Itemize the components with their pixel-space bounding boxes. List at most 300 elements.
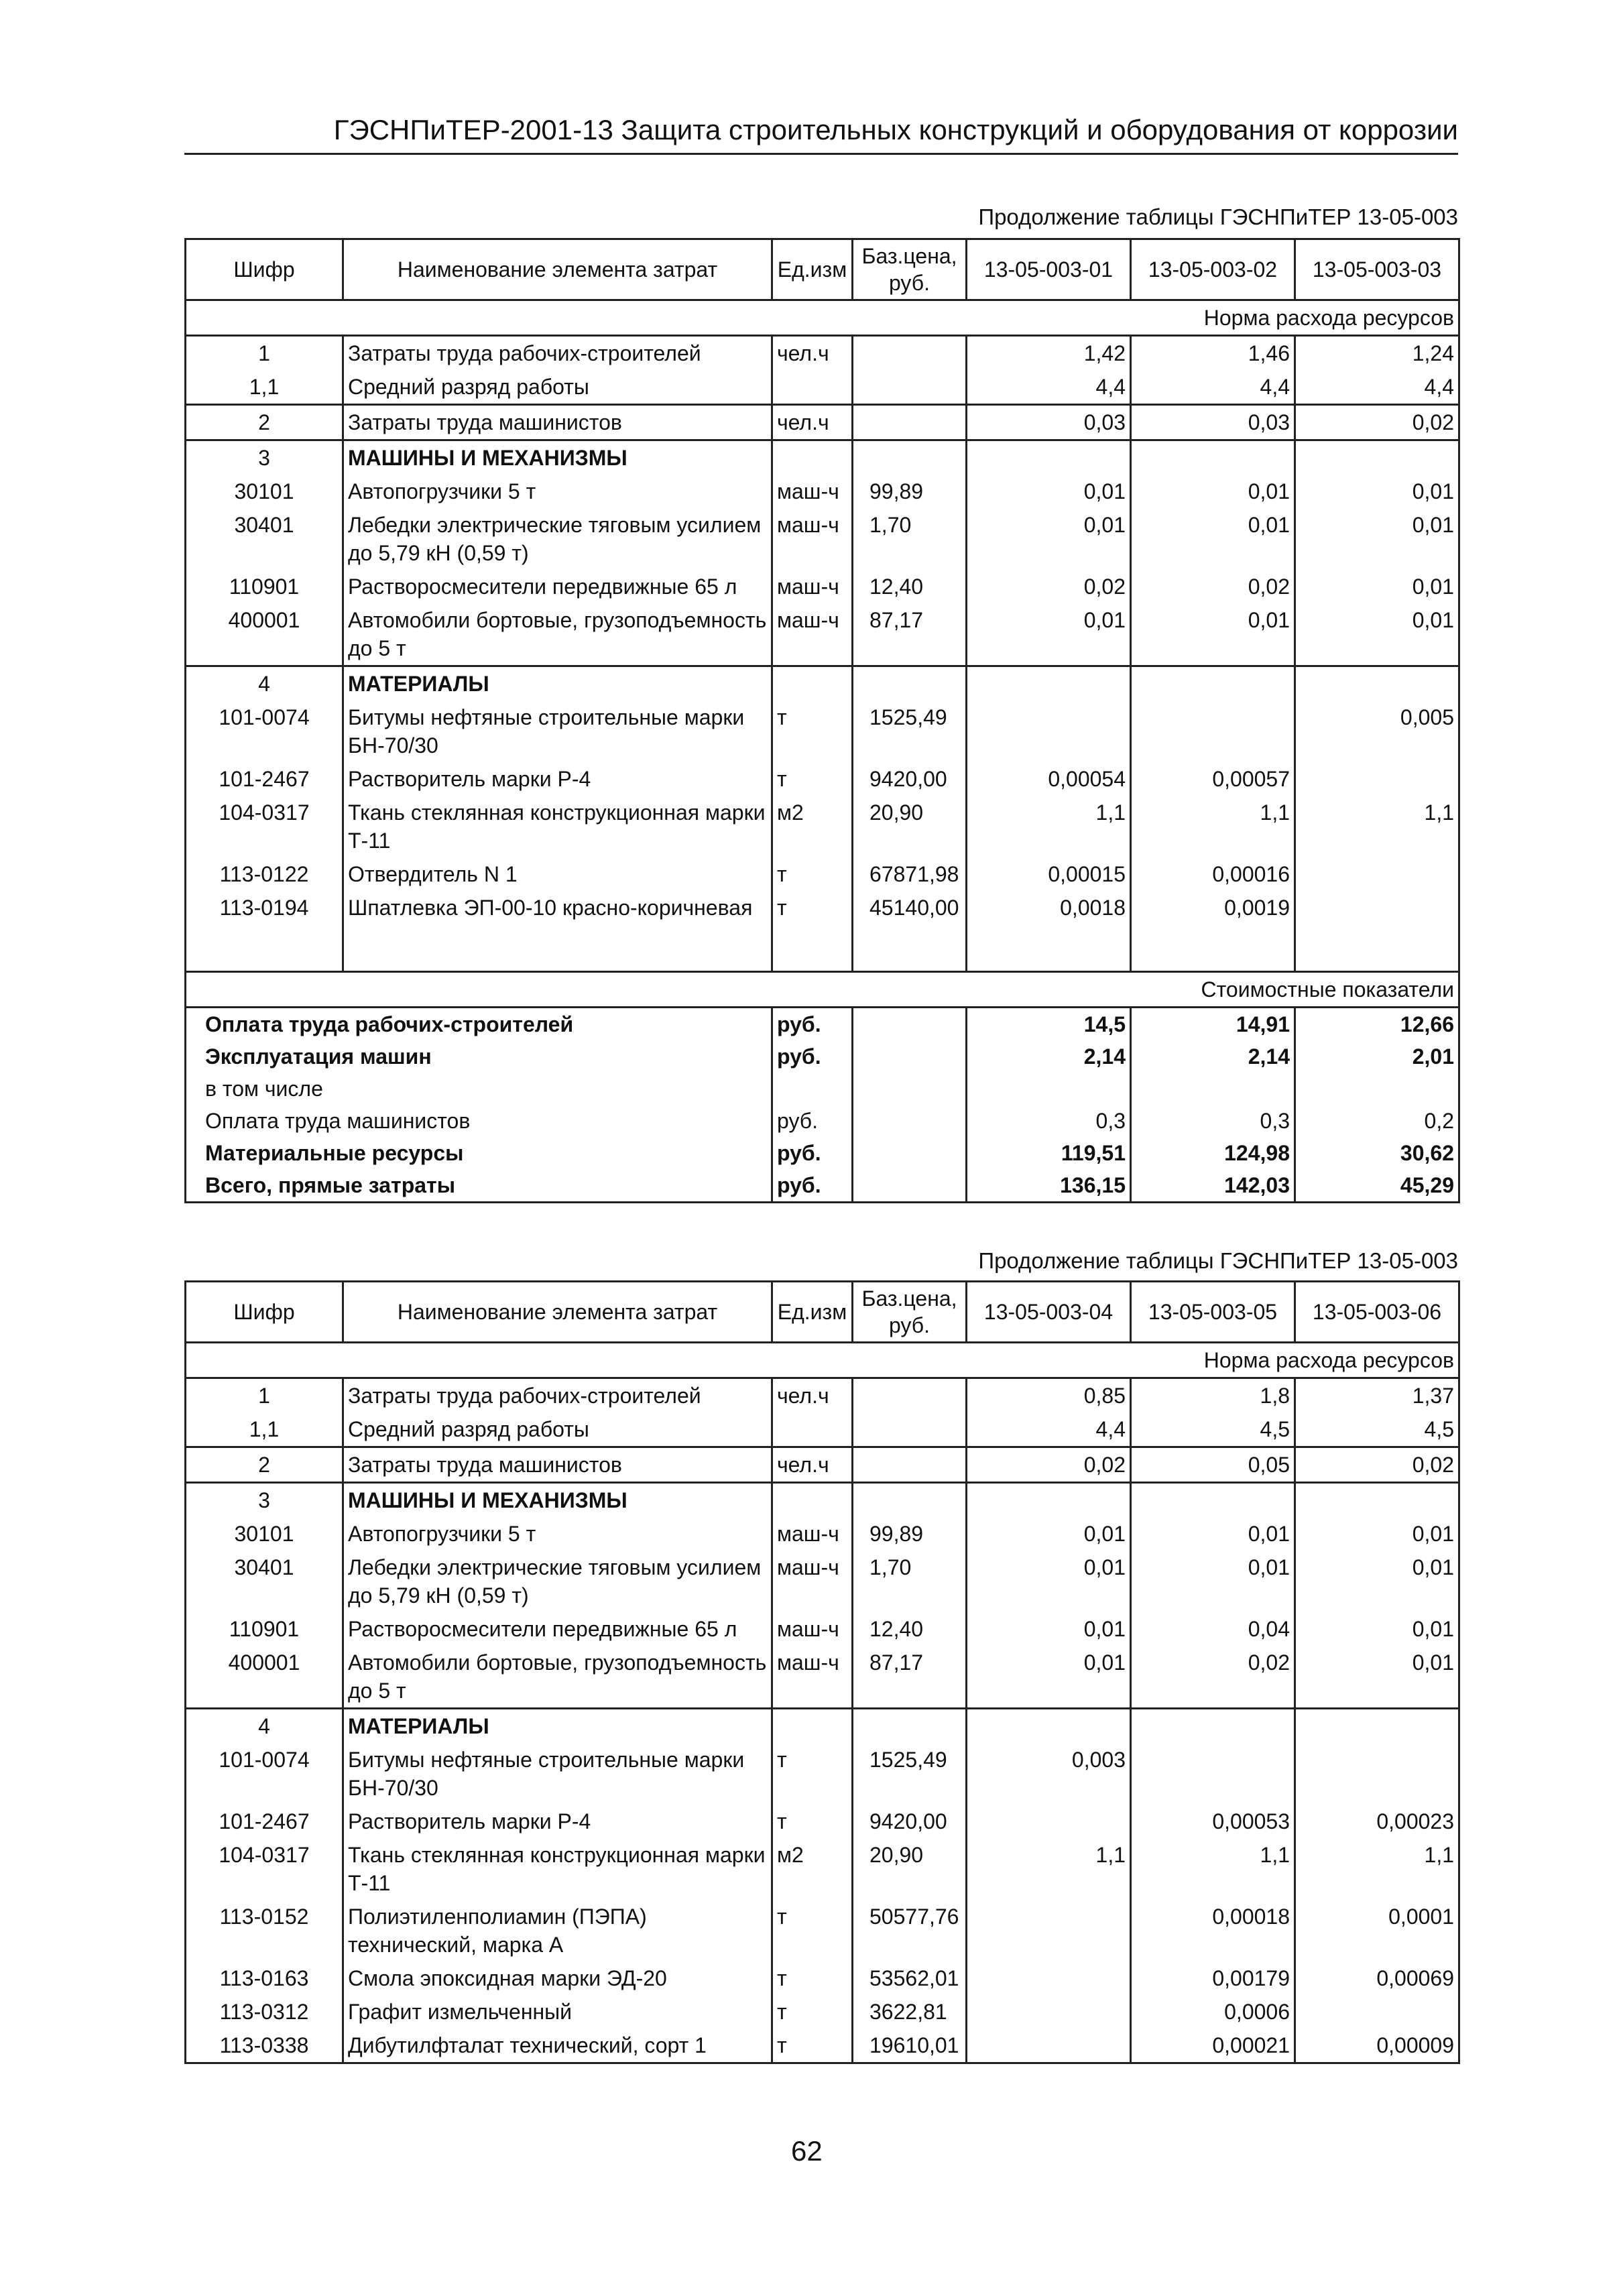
cost-label: Всего, прямые затраты bbox=[186, 1169, 772, 1203]
row-value bbox=[967, 1961, 1131, 1995]
col-header: 13-05-003-04 bbox=[967, 1282, 1131, 1343]
row-price: 87,17 bbox=[853, 603, 967, 666]
row-unit: т bbox=[772, 1900, 853, 1961]
col-header: Баз.цена, руб. bbox=[853, 1282, 967, 1343]
row-code: 101-2467 bbox=[219, 1809, 310, 1833]
cost-row bbox=[186, 1105, 1459, 1137]
row-unit bbox=[772, 440, 853, 475]
row-value: 4,4 bbox=[967, 1412, 1131, 1447]
row-name: Растворосмесители передвижные 65 л bbox=[343, 1612, 772, 1646]
row-code: 2 bbox=[186, 405, 343, 440]
row-unit: маш-ч bbox=[772, 475, 853, 508]
row-name: Графит измельченный bbox=[343, 1995, 772, 2029]
table-row bbox=[186, 603, 1459, 666]
row-code: 113-0338 bbox=[219, 2033, 309, 2057]
row-unit: м2 bbox=[772, 796, 853, 857]
row-name: Растворитель марки Р-4 bbox=[343, 762, 772, 796]
row-code: 1 bbox=[258, 341, 270, 365]
table-row bbox=[186, 796, 1459, 857]
row-name: МАШИНЫ И МЕХАНИЗМЫ bbox=[343, 440, 772, 475]
row-code: 4 bbox=[186, 1709, 343, 1744]
cost-value: 12,66 bbox=[1295, 1007, 1459, 1040]
norm-label: Норма расхода ресурсов bbox=[186, 300, 1459, 336]
norm-band bbox=[186, 300, 1459, 336]
row-code: 104-0317 bbox=[219, 1843, 310, 1867]
row-value: 0,00179 bbox=[1131, 1961, 1295, 1995]
cost-unit bbox=[772, 1073, 853, 1105]
cost-label: Оплата труда рабочих-строителей bbox=[186, 1007, 772, 1040]
row-code: 400001 bbox=[228, 1650, 300, 1675]
row-price bbox=[853, 1709, 967, 1744]
table-row bbox=[186, 440, 1459, 475]
row-price: 3622,81 bbox=[853, 1995, 967, 2029]
row-unit: т bbox=[772, 891, 853, 924]
row-value: 1,42 bbox=[967, 336, 1131, 371]
row-name: Затраты труда машинистов bbox=[343, 405, 772, 440]
row-value: 4,4 bbox=[967, 370, 1131, 405]
row-unit: т bbox=[772, 1961, 853, 1995]
row-value: 0,00023 bbox=[1295, 1805, 1459, 1838]
row-value: 1,37 bbox=[1295, 1378, 1459, 1413]
row-name: Автопогрузчики 5 т bbox=[343, 1517, 772, 1551]
row-value: 0,003 bbox=[967, 1743, 1131, 1805]
row-code: 3 bbox=[186, 1483, 343, 1518]
norm-label: Норма расхода ресурсов bbox=[186, 1343, 1459, 1378]
cost-value bbox=[967, 1073, 1131, 1105]
row-unit: маш-ч bbox=[772, 508, 853, 570]
table-row bbox=[186, 475, 1459, 508]
table-row bbox=[186, 1961, 1459, 1995]
cost-value: 2,14 bbox=[1131, 1040, 1295, 1073]
row-price: 1,70 bbox=[853, 508, 967, 570]
col-header: Наименование элемента затрат bbox=[343, 1282, 772, 1343]
row-unit: маш-ч bbox=[772, 603, 853, 666]
cost-price bbox=[853, 1169, 967, 1203]
row-unit bbox=[772, 1412, 853, 1447]
table-row bbox=[186, 762, 1459, 796]
row-code: 400001 bbox=[228, 608, 300, 632]
cost-label: Стоимостные показатели bbox=[186, 971, 1459, 1007]
row-code: 30401 bbox=[234, 1555, 294, 1579]
row-price bbox=[853, 1447, 967, 1483]
row-value: 0,02 bbox=[1131, 1646, 1295, 1709]
row-value: 0,0006 bbox=[1131, 1995, 1295, 2029]
row-value bbox=[1295, 891, 1459, 924]
row-code: 30401 bbox=[234, 513, 294, 537]
row-value: 0,04 bbox=[1131, 1612, 1295, 1646]
row-value: 0,0001 bbox=[1295, 1900, 1459, 1961]
row-value: 0,00018 bbox=[1131, 1900, 1295, 1961]
row-price: 99,89 bbox=[853, 1517, 967, 1551]
row-value: 0,05 bbox=[1131, 1447, 1295, 1483]
table-row bbox=[186, 1447, 1459, 1483]
row-value: 4,5 bbox=[1295, 1412, 1459, 1447]
row-name: Дибутилфталат технический, сорт 1 bbox=[343, 2029, 772, 2063]
row-unit: маш-ч bbox=[772, 1517, 853, 1551]
row-name: Затраты труда рабочих-строителей bbox=[343, 336, 772, 371]
cost-row bbox=[186, 1007, 1459, 1040]
cost-price bbox=[853, 1105, 967, 1137]
row-price bbox=[853, 666, 967, 701]
row-value bbox=[1295, 857, 1459, 891]
row-price: 9420,00 bbox=[853, 1805, 967, 1838]
row-price: 9420,00 bbox=[853, 762, 967, 796]
row-unit: маш-ч bbox=[772, 570, 853, 603]
row-price: 67871,98 bbox=[853, 857, 967, 891]
row-name: Автомобили бортовые, грузоподъемность до 5 т bbox=[343, 603, 772, 666]
row-value: 0,01 bbox=[967, 1612, 1131, 1646]
row-value: 0,01 bbox=[1131, 1517, 1295, 1551]
row-value: 0,00021 bbox=[1131, 2029, 1295, 2063]
resource-table-2 bbox=[184, 1280, 1460, 2064]
row-value: 0,01 bbox=[1295, 508, 1459, 570]
table-row bbox=[186, 1612, 1459, 1646]
cost-price bbox=[853, 1040, 967, 1073]
table-header-row bbox=[186, 1282, 1459, 1343]
row-unit: т bbox=[772, 1995, 853, 2029]
row-value: 0,00053 bbox=[1131, 1805, 1295, 1838]
row-value: 0,01 bbox=[1131, 1551, 1295, 1612]
row-price: 99,89 bbox=[853, 475, 967, 508]
row-value: 0,03 bbox=[967, 405, 1131, 440]
row-value: 1,46 bbox=[1131, 336, 1295, 371]
row-code: 1 bbox=[258, 1384, 270, 1408]
row-value: 1,1 bbox=[1295, 796, 1459, 857]
table-row bbox=[186, 1995, 1459, 2029]
row-value bbox=[967, 1995, 1131, 2029]
row-code: 30101 bbox=[234, 479, 294, 503]
table-row bbox=[186, 336, 1459, 371]
row-value bbox=[1295, 1709, 1459, 1744]
row-value: 1,8 bbox=[1131, 1378, 1295, 1413]
row-value bbox=[1131, 1709, 1295, 1744]
row-price: 87,17 bbox=[853, 1646, 967, 1709]
row-value bbox=[967, 701, 1131, 762]
row-value: 0,02 bbox=[1131, 570, 1295, 603]
cost-row bbox=[186, 1169, 1459, 1203]
row-name: Растворитель марки Р-4 bbox=[343, 1805, 772, 1838]
row-name: Ткань стеклянная конструкционная марки Т-11 bbox=[343, 1838, 772, 1900]
row-name: Затраты труда машинистов bbox=[343, 1447, 772, 1483]
table-header-row bbox=[186, 239, 1459, 300]
row-value: 1,1 bbox=[967, 796, 1131, 857]
row-value: 0,00069 bbox=[1295, 1961, 1459, 1995]
row-value: 0,01 bbox=[967, 1551, 1131, 1612]
cost-value bbox=[1131, 1073, 1295, 1105]
cost-value: 124,98 bbox=[1131, 1137, 1295, 1169]
row-value: 0,01 bbox=[967, 1646, 1131, 1709]
row-name: МАТЕРИАЛЫ bbox=[343, 1709, 772, 1744]
page-number: 62 bbox=[791, 2135, 823, 2167]
table-row bbox=[186, 891, 1459, 924]
row-value: 0,005 bbox=[1295, 701, 1459, 762]
cost-value: 30,62 bbox=[1295, 1137, 1459, 1169]
table-row bbox=[186, 1743, 1459, 1805]
norm-band bbox=[186, 1343, 1459, 1378]
row-code: 4 bbox=[186, 666, 343, 701]
row-price: 45140,00 bbox=[853, 891, 967, 924]
row-unit bbox=[772, 370, 853, 405]
row-price: 1525,49 bbox=[853, 1743, 967, 1805]
cost-label: Материальные ресурсы bbox=[186, 1137, 772, 1169]
row-price: 1,70 bbox=[853, 1551, 967, 1612]
col-header: Наименование элемента затрат bbox=[343, 239, 772, 300]
table-row bbox=[186, 1483, 1459, 1518]
row-price: 12,40 bbox=[853, 570, 967, 603]
cost-unit: руб. bbox=[772, 1105, 853, 1137]
cost-label: Оплата труда машинистов bbox=[186, 1105, 772, 1137]
col-header: 13-05-003-01 bbox=[967, 239, 1131, 300]
cost-value bbox=[1295, 1073, 1459, 1105]
cost-value: 14,91 bbox=[1131, 1007, 1295, 1040]
row-name: Битумы нефтяные строительные марки БН-70/30 bbox=[343, 1743, 772, 1805]
row-code: 101-2467 bbox=[219, 767, 310, 791]
row-price bbox=[853, 1412, 967, 1447]
row-name: Ткань стеклянная конструкционная марки Т-11 bbox=[343, 796, 772, 857]
row-code: 3 bbox=[186, 440, 343, 475]
row-value: 1,1 bbox=[1131, 1838, 1295, 1900]
col-header: Ед.изм bbox=[772, 239, 853, 300]
row-price bbox=[853, 370, 967, 405]
row-unit: маш-ч bbox=[772, 1551, 853, 1612]
row-code: 30101 bbox=[234, 1522, 294, 1546]
row-value bbox=[967, 666, 1131, 701]
row-value: 0,01 bbox=[1295, 570, 1459, 603]
row-price: 20,90 bbox=[853, 1838, 967, 1900]
row-name: Полиэтиленполиамин (ПЭПА) технический, марка А bbox=[343, 1900, 772, 1961]
table-row bbox=[186, 1838, 1459, 1900]
row-value: 0,02 bbox=[967, 1447, 1131, 1483]
row-value: 0,00057 bbox=[1131, 762, 1295, 796]
row-price: 12,40 bbox=[853, 1612, 967, 1646]
cost-value: 0,3 bbox=[1131, 1105, 1295, 1137]
row-unit: т bbox=[772, 1805, 853, 1838]
row-name: Битумы нефтяные строительные марки БН-70/30 bbox=[343, 701, 772, 762]
row-value: 0,01 bbox=[967, 508, 1131, 570]
table-row bbox=[186, 1900, 1459, 1961]
row-value bbox=[967, 1900, 1131, 1961]
cost-value: 0,3 bbox=[967, 1105, 1131, 1137]
table-caption: Продолжение таблицы ГЭСНПиТЕР 13-05-003 bbox=[978, 1248, 1458, 1273]
row-name: Лебедки электрические тяговым усилием до 5,79 кН (0,59 т) bbox=[343, 508, 772, 570]
col-header: 13-05-003-05 bbox=[1131, 1282, 1295, 1343]
row-value: 0,01 bbox=[967, 1517, 1131, 1551]
row-value: 0,00016 bbox=[1131, 857, 1295, 891]
cost-price bbox=[853, 1007, 967, 1040]
row-value: 0,01 bbox=[1295, 1612, 1459, 1646]
row-value bbox=[1295, 1483, 1459, 1518]
table-row bbox=[186, 857, 1459, 891]
row-price bbox=[853, 336, 967, 371]
row-code: 1,1 bbox=[249, 375, 280, 399]
row-value: 0,02 bbox=[1295, 405, 1459, 440]
row-value: 0,0019 bbox=[1131, 891, 1295, 924]
row-code: 110901 bbox=[229, 1617, 300, 1641]
page-header: ГЭСНПиТЕР-2001-13 Защита строительных конструкций и оборудования от коррозии bbox=[184, 114, 1458, 155]
col-header: Шифр bbox=[186, 239, 343, 300]
table-row bbox=[186, 508, 1459, 570]
row-name: Автомобили бортовые, грузоподъемность до 5 т bbox=[343, 1646, 772, 1709]
row-value: 0,01 bbox=[1295, 1517, 1459, 1551]
cost-unit: руб. bbox=[772, 1007, 853, 1040]
row-name: Автопогрузчики 5 т bbox=[343, 475, 772, 508]
cost-value: 142,03 bbox=[1131, 1169, 1295, 1203]
cost-row bbox=[186, 1137, 1459, 1169]
row-value bbox=[1295, 1995, 1459, 2029]
col-header: 13-05-003-06 bbox=[1295, 1282, 1459, 1343]
cost-row bbox=[186, 1073, 1459, 1105]
cost-value: 136,15 bbox=[967, 1169, 1131, 1203]
row-name: Смола эпоксидная марки ЭД-20 bbox=[343, 1961, 772, 1995]
row-value bbox=[967, 1805, 1131, 1838]
row-name: Затраты труда рабочих-строителей bbox=[343, 1378, 772, 1413]
row-value: 1,1 bbox=[967, 1838, 1131, 1900]
row-value: 0,03 bbox=[1131, 405, 1295, 440]
table-row bbox=[186, 1646, 1459, 1709]
row-value bbox=[1131, 701, 1295, 762]
cost-label: Эксплуатация машин bbox=[186, 1040, 772, 1073]
row-name: Растворосмесители передвижные 65 л bbox=[343, 570, 772, 603]
row-name: Отвердитель N 1 bbox=[343, 857, 772, 891]
row-unit: чел.ч bbox=[772, 405, 853, 440]
row-unit: маш-ч bbox=[772, 1646, 853, 1709]
row-unit bbox=[772, 1483, 853, 1518]
row-price bbox=[853, 405, 967, 440]
row-name: Шпатлевка ЭП-00-10 красно-коричневая bbox=[343, 891, 772, 924]
row-value: 0,02 bbox=[967, 570, 1131, 603]
spacer-row bbox=[186, 924, 1459, 971]
col-header: Шифр bbox=[186, 1282, 343, 1343]
row-value: 0,00009 bbox=[1295, 2029, 1459, 2063]
row-code: 113-0312 bbox=[219, 2000, 309, 2024]
cost-unit: руб. bbox=[772, 1169, 853, 1203]
row-unit: чел.ч bbox=[772, 1378, 853, 1413]
row-value: 1,24 bbox=[1295, 336, 1459, 371]
resource-table-1 bbox=[184, 238, 1460, 1203]
row-price bbox=[853, 1378, 967, 1413]
row-value bbox=[1131, 440, 1295, 475]
row-value: 0,00054 bbox=[967, 762, 1131, 796]
row-unit bbox=[772, 1709, 853, 1744]
col-header: Баз.цена, руб. bbox=[853, 239, 967, 300]
row-price: 19610,01 bbox=[853, 2029, 967, 2063]
row-value bbox=[1295, 440, 1459, 475]
row-value: 0,02 bbox=[1295, 1447, 1459, 1483]
cost-value: 45,29 bbox=[1295, 1169, 1459, 1203]
row-unit: т bbox=[772, 2029, 853, 2063]
cost-band bbox=[186, 971, 1459, 1007]
col-header: 13-05-003-03 bbox=[1295, 239, 1459, 300]
row-price bbox=[853, 1483, 967, 1518]
row-value: 4,4 bbox=[1295, 370, 1459, 405]
row-value bbox=[1131, 1743, 1295, 1805]
row-name: МАТЕРИАЛЫ bbox=[343, 666, 772, 701]
table-row bbox=[186, 370, 1459, 405]
table-row bbox=[186, 405, 1459, 440]
row-code: 110901 bbox=[229, 575, 300, 599]
row-value: 4,5 bbox=[1131, 1412, 1295, 1447]
row-code: 2 bbox=[186, 1447, 343, 1483]
row-code: 101-0074 bbox=[219, 1748, 310, 1772]
table-row bbox=[186, 1412, 1459, 1447]
row-name: Лебедки электрические тяговым усилием до 5,79 кН (0,59 т) bbox=[343, 1551, 772, 1612]
row-unit: т bbox=[772, 701, 853, 762]
col-header: 13-05-003-02 bbox=[1131, 239, 1295, 300]
row-code: 1,1 bbox=[249, 1417, 280, 1441]
row-name: МАШИНЫ И МЕХАНИЗМЫ bbox=[343, 1483, 772, 1518]
table-row bbox=[186, 1517, 1459, 1551]
cost-value: 2,14 bbox=[967, 1040, 1131, 1073]
row-value bbox=[1295, 1743, 1459, 1805]
row-value: 0,01 bbox=[1131, 475, 1295, 508]
cost-value: 119,51 bbox=[967, 1137, 1131, 1169]
row-value: 1,1 bbox=[1131, 796, 1295, 857]
row-unit: т bbox=[772, 857, 853, 891]
row-value: 0,01 bbox=[967, 603, 1131, 666]
table-row bbox=[186, 2029, 1459, 2063]
table-row bbox=[186, 666, 1459, 701]
cost-row bbox=[186, 1040, 1459, 1073]
row-value: 0,01 bbox=[1295, 475, 1459, 508]
row-code: 113-0194 bbox=[219, 896, 309, 920]
row-value: 1,1 bbox=[1295, 1838, 1459, 1900]
row-value: 0,01 bbox=[1131, 508, 1295, 570]
row-value: 4,4 bbox=[1131, 370, 1295, 405]
row-code: 104-0317 bbox=[219, 800, 310, 825]
row-price bbox=[853, 440, 967, 475]
row-value: 0,01 bbox=[1295, 603, 1459, 666]
table-row bbox=[186, 1551, 1459, 1612]
table-row bbox=[186, 1709, 1459, 1744]
row-name: Средний разряд работы bbox=[343, 370, 772, 405]
row-price: 50577,76 bbox=[853, 1900, 967, 1961]
row-value bbox=[967, 440, 1131, 475]
cost-value: 2,01 bbox=[1295, 1040, 1459, 1073]
row-price: 1525,49 bbox=[853, 701, 967, 762]
cost-value: 0,2 bbox=[1295, 1105, 1459, 1137]
row-value: 0,0018 bbox=[967, 891, 1131, 924]
cost-unit: руб. bbox=[772, 1040, 853, 1073]
row-value bbox=[967, 2029, 1131, 2063]
row-value bbox=[1131, 666, 1295, 701]
row-unit: маш-ч bbox=[772, 1612, 853, 1646]
table-row bbox=[186, 701, 1459, 762]
row-value: 0,85 bbox=[967, 1378, 1131, 1413]
row-price: 53562,01 bbox=[853, 1961, 967, 1995]
row-value bbox=[967, 1709, 1131, 1744]
row-value: 0,00015 bbox=[967, 857, 1131, 891]
row-value: 0,01 bbox=[1295, 1646, 1459, 1709]
row-value: 0,01 bbox=[1295, 1551, 1459, 1612]
row-value bbox=[967, 1483, 1131, 1518]
row-value bbox=[1295, 762, 1459, 796]
row-code: 113-0152 bbox=[219, 1905, 309, 1929]
cost-price bbox=[853, 1073, 967, 1105]
row-code: 101-0074 bbox=[219, 705, 310, 729]
row-value bbox=[1295, 666, 1459, 701]
row-unit: чел.ч bbox=[772, 336, 853, 371]
row-value: 0,01 bbox=[967, 475, 1131, 508]
col-header: Ед.изм bbox=[772, 1282, 853, 1343]
row-unit: м2 bbox=[772, 1838, 853, 1900]
row-unit: чел.ч bbox=[772, 1447, 853, 1483]
table-row bbox=[186, 1378, 1459, 1413]
table-row bbox=[186, 1805, 1459, 1838]
cost-price bbox=[853, 1137, 967, 1169]
table-row bbox=[186, 570, 1459, 603]
row-code: 113-0163 bbox=[219, 1966, 309, 1990]
row-code: 113-0122 bbox=[219, 862, 309, 886]
